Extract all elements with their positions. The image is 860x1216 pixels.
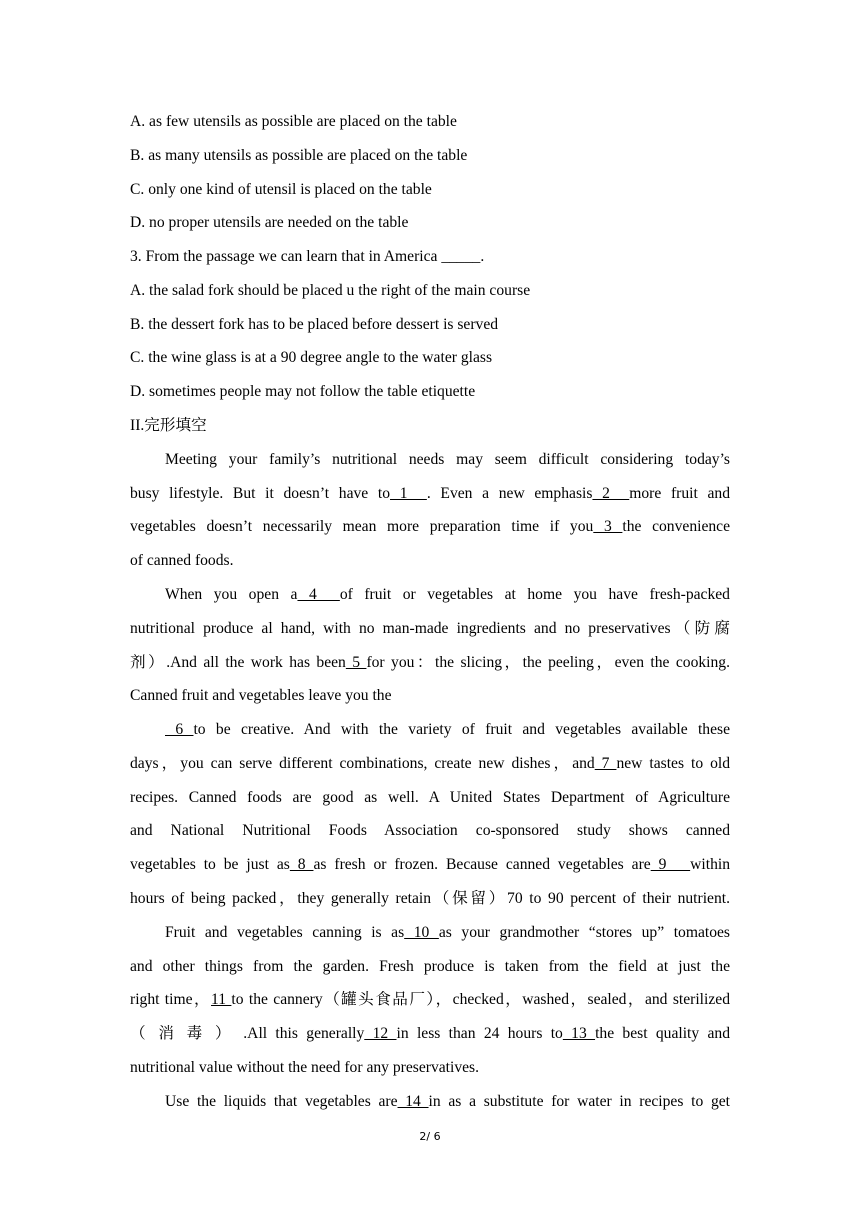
passage-text: vegetables to be just as — [130, 856, 290, 873]
passage-text: in as a substitute for water in recipes to get — [428, 1093, 731, 1110]
blank-4: 4 — [297, 586, 340, 603]
passage-text: （ 消 毒 ） .All this generally — [130, 1025, 365, 1042]
passage-text: right time， — [130, 991, 212, 1008]
blank-14: 14 — [397, 1093, 429, 1110]
passage-text: of fruit or vegetables at home you have fresh-packed — [339, 586, 730, 603]
passage-text: in less than 24 hours to — [396, 1025, 563, 1042]
passage-line — [130, 889, 730, 909]
blank-2: 2 — [592, 485, 630, 502]
blank-10: 10 — [404, 924, 439, 941]
passage-text: the convenience — [622, 518, 731, 535]
q2-option-b: B. as many utensils as possible are placed on the table — [130, 147, 468, 164]
q3-option-a: A. the salad fork should be placed u the right of the main course — [130, 282, 531, 299]
blank-8: 8 — [289, 856, 314, 873]
passage-text: as fresh or frozen. Because canned vegetables are — [313, 856, 651, 873]
passage-line — [165, 923, 730, 943]
passage-text: hours of being packed，they generally retain（保留）70 to 90 percent of their nutrient. — [130, 890, 730, 907]
passage-line — [130, 484, 730, 504]
passage-text: to be creative. And with the variety of fruit and vegetables available these — [193, 721, 731, 738]
passage-text: days，you can serve different combinations, create new dishes，and — [130, 755, 595, 772]
passage-line — [130, 653, 730, 673]
passage-text: When you open a — [165, 586, 298, 603]
section-heading: II.完形填空 — [130, 417, 207, 434]
blank-11: 11 — [211, 991, 232, 1008]
q2-option-d: D. no proper utensils are needed on the table — [130, 214, 409, 231]
passage-line — [165, 585, 730, 605]
passage-text: nutritional value without the need for any preservatives. — [130, 1059, 480, 1076]
passage-line — [130, 990, 730, 1010]
passage-text: . Even a new emphasis — [426, 485, 593, 502]
passage-text: for you：the slicing，the peeling，even the cooking. — [366, 654, 730, 671]
blank-5: 5 — [345, 654, 367, 671]
passage-text: as your grandmother “stores up” tomatoes — [438, 924, 730, 941]
passage-line — [130, 821, 730, 841]
passage-text: new tastes to old — [616, 755, 731, 772]
passage-text: vegetables doesn’t necessarily mean more preparation time if you — [130, 518, 594, 535]
blank-7: 7 — [594, 755, 617, 772]
passage-line — [130, 1058, 730, 1078]
passage-text: 剂）.And all the work has been — [130, 654, 346, 671]
passage-text: and National Nutritional Foods Association co-sponsored study shows canned — [130, 822, 730, 839]
blank-1: 1 — [390, 485, 427, 502]
q3-option-d: D. sometimes people may not follow the table etiquette — [130, 383, 476, 400]
passage-text: busy lifestyle. But it doesn’t have to — [130, 485, 391, 502]
page-number: 2/ 6 — [419, 1130, 441, 1143]
passage-line — [165, 720, 730, 740]
q2-option-a: A. as few utensils as possible are placed on the table — [130, 113, 457, 130]
q2-option-c: C. only one kind of utensil is placed on the table — [130, 181, 432, 198]
passage-text: of canned foods. — [130, 552, 234, 569]
passage-line — [130, 619, 730, 639]
passage-text: to the cannery（罐头食品厂），checked，washed，sealed，and sterilized — [231, 991, 730, 1008]
blank-12: 12 — [364, 1025, 397, 1042]
q3-option-c: C. the wine glass is at a 90 degree angle to the water glass — [130, 349, 493, 366]
passage-text: Meeting your family’s nutritional needs may seem difficult considering today’s — [165, 451, 730, 468]
passage-line — [130, 517, 730, 537]
blank-9: 9 — [650, 856, 691, 873]
passage-text: Use the liquids that vegetables are — [165, 1093, 398, 1110]
passage-line — [165, 450, 730, 470]
passage-text: Fruit and vegetables canning is as — [165, 924, 405, 941]
passage-line — [130, 1024, 730, 1044]
passage-line — [130, 788, 730, 808]
passage-line — [165, 1092, 730, 1112]
q3-option-b: B. the dessert fork has to be placed before dessert is served — [130, 316, 499, 333]
passage-text: Canned fruit and vegetables leave you the — [130, 687, 392, 704]
passage-line — [130, 754, 730, 774]
blank-3: 3 — [593, 518, 623, 535]
passage-line — [130, 551, 730, 571]
passage-line — [130, 957, 730, 977]
passage-text: within — [690, 856, 730, 873]
passage-text: recipes. Canned foods are good as well. A United States Department of Agriculture — [130, 789, 730, 806]
passage-text: and other things from the garden. Fresh produce is taken from the field at just the — [130, 958, 730, 975]
passage-text: the best quality and — [595, 1025, 730, 1042]
blank-6: 6 — [165, 721, 194, 738]
passage-text: nutritional produce al hand, with no man-made ingredients and no preservatives（防腐 — [130, 620, 730, 637]
blank-13: 13 — [562, 1025, 596, 1042]
q3-stem: 3. From the passage we can learn that in America _____. — [130, 248, 485, 265]
passage-line — [130, 686, 730, 706]
passage-line — [130, 855, 730, 875]
passage-text: more fruit and — [629, 485, 731, 502]
